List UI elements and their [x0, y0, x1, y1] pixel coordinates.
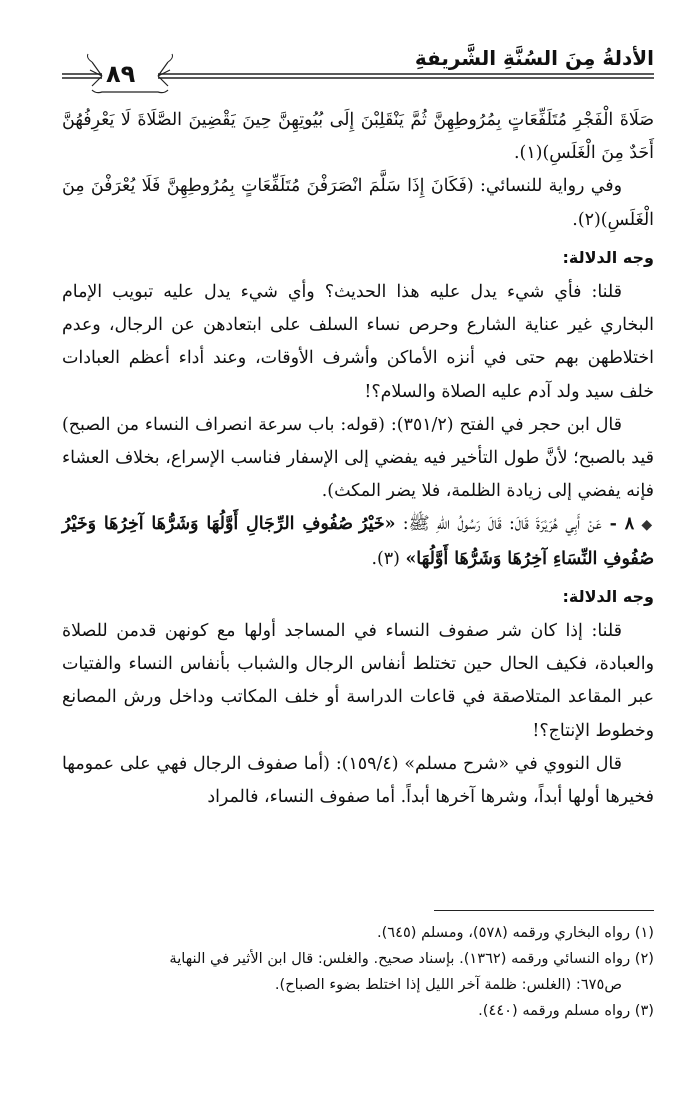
- hadith-text: «خَيْرُ صُفُوفِ الرِّجَالِ أَوَّلُهَا وَشَرُّهَا آخِرُهَا وَخَيْرُ صُفُوفِ النِّسَاءِ آخِرُهَا وَشَرُّهَا أَوَّلُهَا»: [62, 514, 654, 569]
- page-number: ٨٩: [106, 60, 136, 88]
- running-title: الأدلةُ مِنَ السُنَّةِ الشَّريفةِ: [414, 46, 654, 70]
- footnote-3: (٣) رواه مسلم ورقمه (٤٤٠).: [478, 1002, 654, 1019]
- footnote-divider: [434, 910, 654, 911]
- hadith-number: ٨ -: [601, 514, 635, 535]
- hadith-reference: (٣).: [371, 548, 400, 569]
- hadith-intro: عَنْ أَبِي هُرَيْرَةَ قَالَ: قَالَ رَسُولُ اللهِ ﷺ:: [395, 514, 602, 535]
- footnote-2-continuation: ص٦٧٥: (الغلس: ظلمة آخر الليل إذا اختلط بضوء الصباح).: [274, 976, 622, 993]
- paragraph-6: قلنا: إذا كان شر صفوف النساء في المساجد أولها مع كونهن قدمن للصلاة والعبادة، فكيف الحال حين تختلط أنفاس الرجال والشباب بأنفاس النساء والفتيات عبر المقاعد المتلاصقة في قاعات الدراسة أو خلف المكاتب وداخل ورش المصانع وخطوط الإنتاج؟!: [62, 621, 654, 741]
- hadith-paragraph: [62, 508, 654, 575]
- paragraph-2: وفي رواية للنسائي: (فَكَانَ إِذَا سَلَّمَ انْصَرَفْنَ مُتَلَفِّعَاتٍ بِمُرُوطِهِنَّ فَلَا يُعْرَفْنَ مِنَ الْغَلَسِ)(٢).: [62, 176, 654, 230]
- footnote-2: (٢) رواه النسائي ورقمه (١٣٦٢). بإسناد صحيح. والغلس: قال ابن الأثير في النهاية: [169, 950, 654, 967]
- footnotes: [62, 920, 654, 1024]
- footnote-1: (١) رواه البخاري ورقمه (٥٧٨)، ومسلم (٦٤٥).: [376, 924, 654, 941]
- main-text: [62, 104, 654, 814]
- section-heading-2: وجه الدلالة:: [562, 586, 654, 606]
- page-header: [62, 40, 654, 100]
- paragraph-4: قال ابن حجر في الفتح (٣٥١/٢): (قوله: باب سرعة انصراف النساء من الصبح) قيد بالصبح؛ لأنَّ طول التأخير فيه يفضي إلى الإسفار فناسب الإسراع، بخلاف العشاء فإنه يفضي إلى زيادة الظلمة، فلا يضر المكث).: [62, 414, 654, 502]
- hadith-marker-icon: ◆: [641, 517, 654, 534]
- paragraph-1: صَلَاةَ الْفَجْرِ مُتَلَفِّعَاتٍ بِمُرُوطِهِنَّ ثُمَّ يَنْقَلِبْنَ إِلَى بُيُوتِهِنَّ حِينَ يَقْضِينَ الصَّلَاةَ لَا يَعْرِفُهُنَّ أَحَدٌ مِنَ الْغَلَسِ)(١).: [62, 110, 654, 164]
- section-heading-1: وجه الدلالة:: [562, 247, 654, 267]
- paragraph-7: قال النووي في «شرح مسلم» (١٥٩/٤): (أما صفوف الرجال فهي على عمومها فخيرها أولها أبداً، وشرها آخرها أبداً. أما صفوف النساء، فالمراد: [62, 753, 654, 808]
- paragraph-3: قلنا: فأي شيء يدل عليه هذا الحديث؟ وأي شيء يدل عليه تبويب الإمام البخاري غير عناية الشارع وحرص نساء السلف على ابتعادهن عن الرجال، وعدم اختلاطهن بهم حتى في أنزه الأماكن وأشرف الأوقات، وعند أداء أعظم العبادات خلف سيد ولد آدم عليه الصلاة والسلام؟!: [62, 282, 654, 402]
